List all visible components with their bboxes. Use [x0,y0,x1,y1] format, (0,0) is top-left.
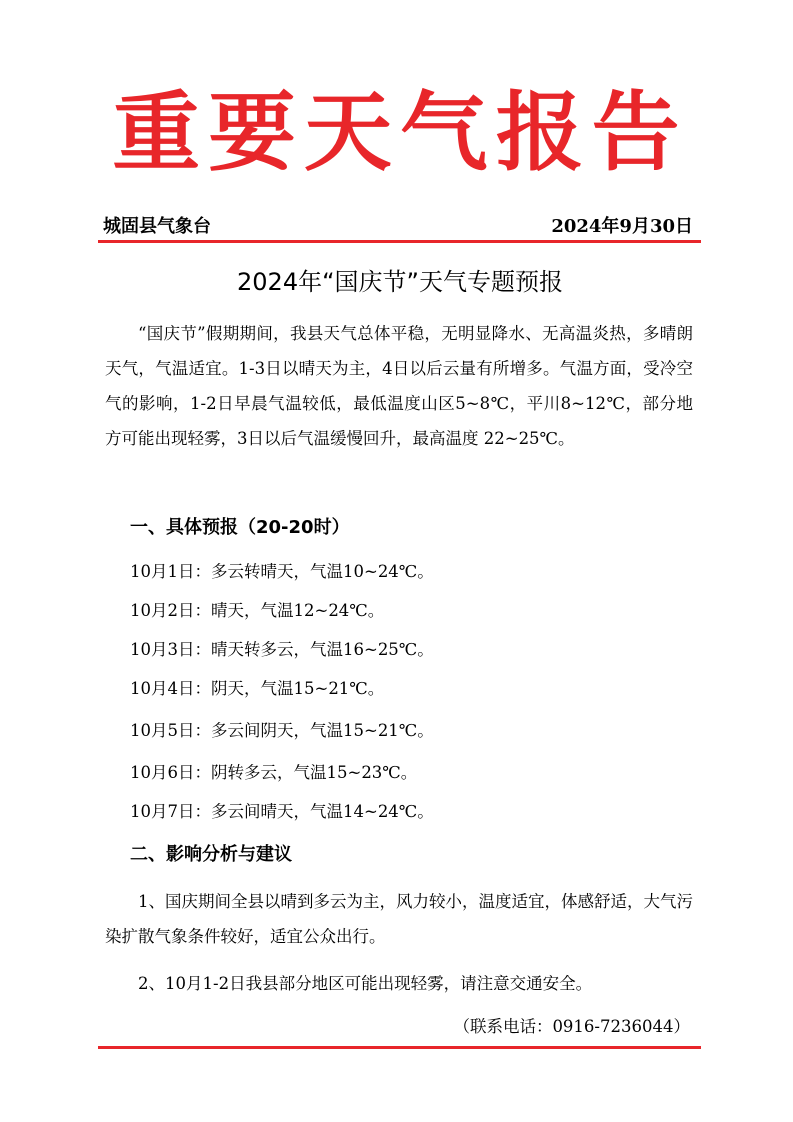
forecast-item: 10月7日：多云间晴天，气温14~24℃。 [130,802,434,821]
issue-date: 2024年9月30日 [551,216,693,237]
advice-paragraph: 1、国庆期间全县以晴到多云为主，风力较小，温度适宜，体感舒适，大气污染扩散气象条件较好，适宜公众出行。 [105,892,693,946]
section-heading-forecast: 一、具体预报（20-20时） [130,517,350,538]
forecast-item: 10月3日：晴天转多云，气温16~25℃。 [130,640,434,659]
advice-paragraph: 2、10月1-2日我县部分地区可能出现轻雾，请注意交通安全。 [138,974,593,993]
red-divider-top [98,240,701,243]
section-heading-analysis: 二、影响分析与建议 [130,844,292,865]
forecast-item: 10月4日：阴天，气温15~21℃。 [130,679,385,698]
document-title: 2024年“国庆节”天气专题预报 [237,268,563,296]
forecast-item: 10月1日：多云转晴天，气温10~24℃。 [130,562,434,581]
forecast-item: 10月5日：多云间阴天，气温15~21℃。 [130,721,434,740]
red-divider-bottom [98,1046,701,1049]
issuer-row [103,214,693,240]
masthead-title: 重要天气报告 [112,83,688,183]
contact-phone: （联系电话：0916-7236044） [453,1017,690,1036]
forecast-item: 10月2日：晴天，气温12~24℃。 [130,601,385,620]
forecast-item: 10月6日：阴转多云，气温15~23℃。 [130,763,418,782]
issuer-name: 城固县气象台 [103,216,211,237]
intro-paragraph: “国庆节”假期期间，我县天气总体平稳，无明显降水、无高温炎热，多晴朗天气，气温适宜。1-3日以晴天为主，4日以后云量有所增多。气温方面，受冷空气的影响，1-2日早晨气温较低，最低温度山区5~8℃，平川8~12℃，部分地方可能出现轻雾，3日以后气温缓慢回升，最高温度 22~25℃。 [105,324,693,448]
